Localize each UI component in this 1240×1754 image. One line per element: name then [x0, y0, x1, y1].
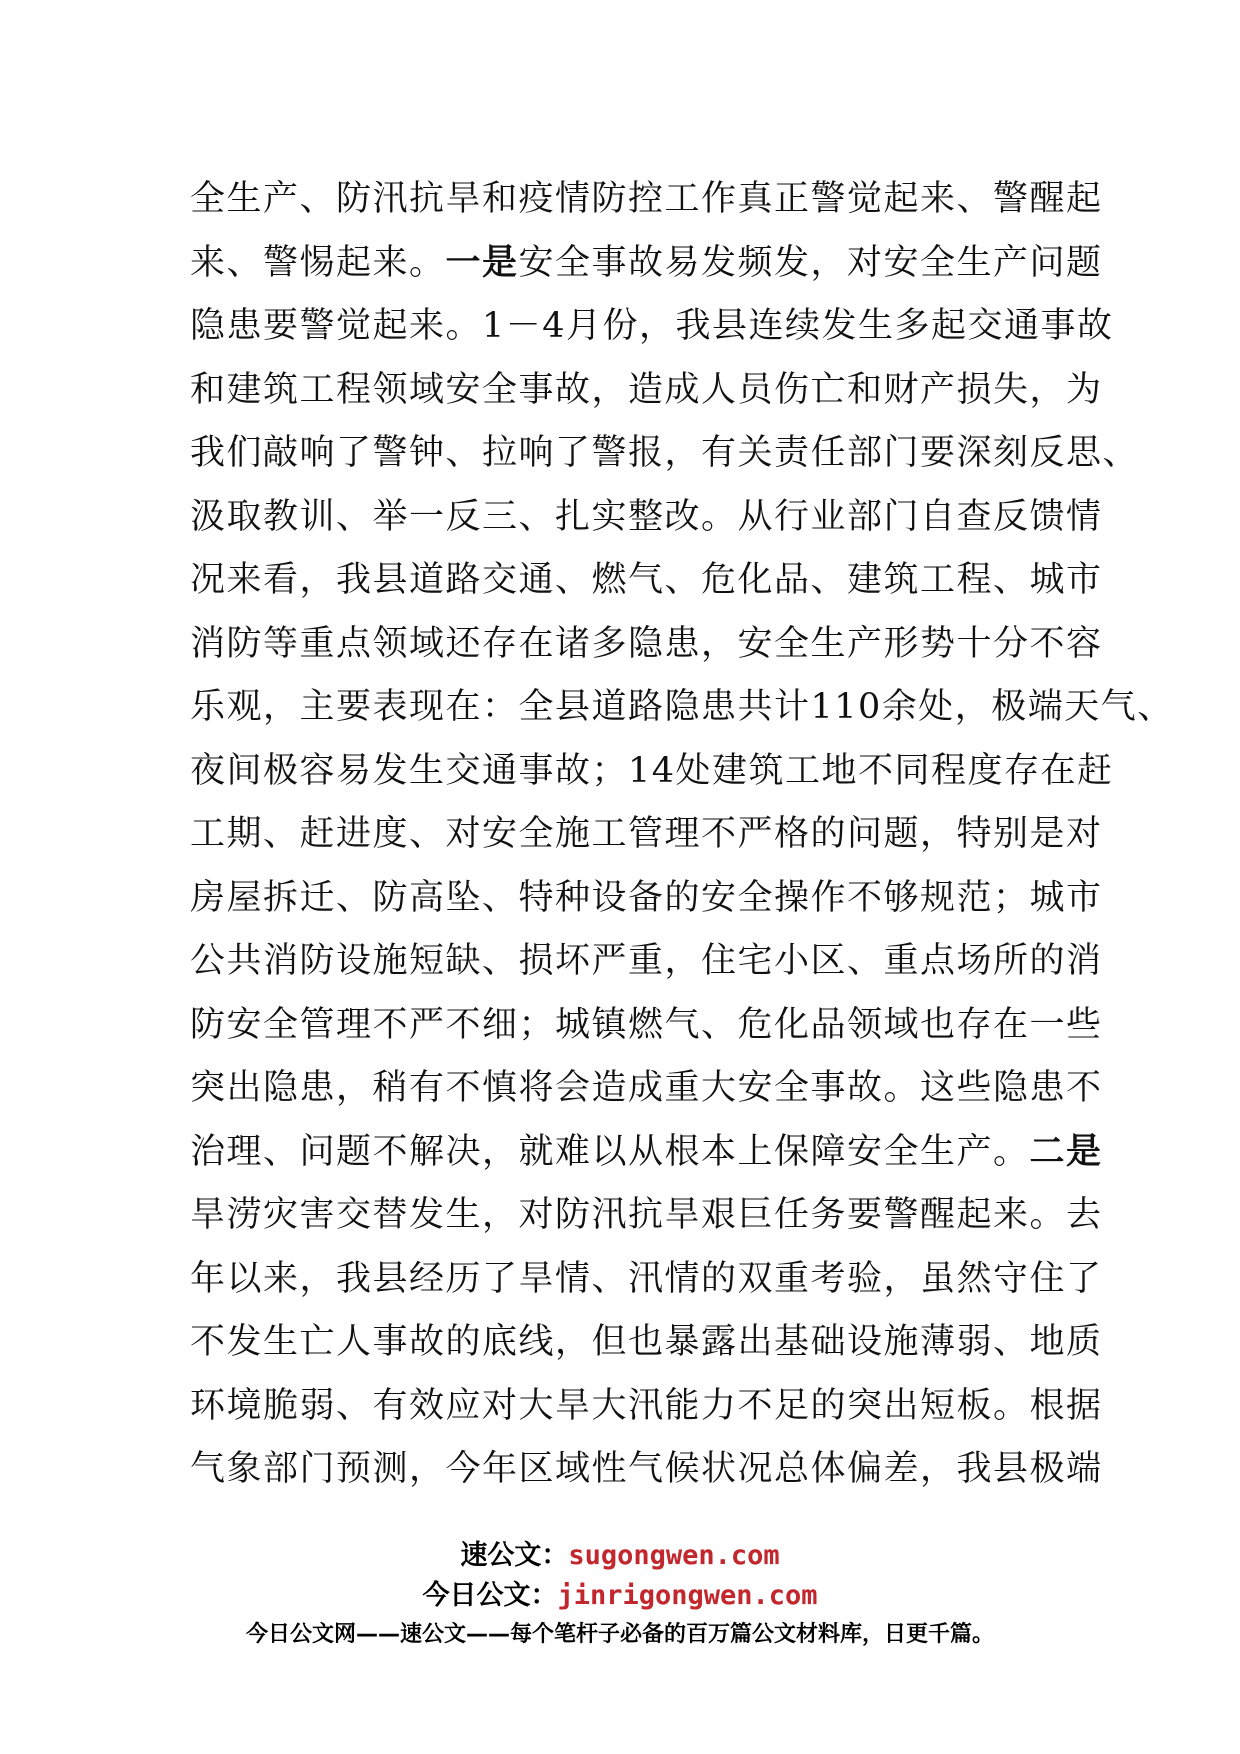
footer-slogan: 今日公文网——速公文——每个笔杆子必备的百万篇公文材料库，日更千篇。	[245, 1622, 994, 1647]
text-line: 环境脆弱、有效应对大旱大汛能力不足的突出短板。根据	[190, 1385, 1103, 1426]
text-line: 况来看，我县道路交通、燃气、危化品、建筑工程、城市	[190, 560, 1103, 600]
footer-jinrigongwen	[0, 1573, 1240, 1612]
footer-sugongwen	[0, 1533, 1240, 1572]
text-line: 工期、赶进度、对安全施工管理不严格的问题，特别是对	[190, 814, 1103, 854]
text-line: 夜间极容易发生交通事故；14处建筑工地不同程度存在赶	[190, 750, 1114, 791]
footer-label: 今日公文：	[422, 1580, 558, 1611]
text-line: 消防等重点领域还存在诸多隐患，安全生产形势十分不容	[190, 623, 1103, 664]
text-line: 防安全管理不严不细；城镇燃气、危化品领域也存在一些	[190, 1004, 1103, 1045]
document-body	[190, 168, 1174, 1502]
text-line: 房屋拆迁、防高坠、特种设备的安全操作不够规范；城市	[190, 877, 1103, 918]
text-line: 汲取教训、举一反三、扎实整改。从行业部门自查反馈情	[190, 496, 1103, 537]
emphasis-ershi: 二是	[1029, 1131, 1103, 1172]
footer-label: 速公文：	[460, 1540, 569, 1571]
text-line: 隐患要警觉起来。1－4月份，我县连续发生多起交通事故	[190, 306, 1114, 346]
text-line: 和建筑工程领域安全事故，造成人员伤亡和财产损失，为	[190, 369, 1103, 410]
sugongwen-link[interactable]: sugongwen.com	[568, 1540, 780, 1571]
text-line: 旱涝灾害交替发生，对防汛抗旱艰巨任务要警醒起来。去	[190, 1195, 1103, 1235]
text-line: 气象部门预测，今年区域性气候状况总体偏差，我县极端	[190, 1449, 1103, 1489]
text-line: 公共消防设施短缺、损坏严重，住宅小区、重点场所的消	[190, 941, 1103, 981]
text-line: 不发生亡人事故的底线，但也暴露出基础设施薄弱、地质	[190, 1322, 1103, 1362]
jinrigongwen-link[interactable]: jinrigongwen.com	[557, 1580, 818, 1611]
text-line: 来、警惕起来。一是安全事故易发频发，对安全生产问题	[190, 242, 1103, 283]
emphasis-yishi: 一是	[445, 242, 519, 283]
text-line: 乐观，主要表现在：全县道路隐患共计110余处，极端天气、	[190, 687, 1174, 727]
text-line: 突出隐患，稍有不慎将会造成重大安全事故。这些隐患不	[190, 1068, 1103, 1108]
text-line: 全生产、防汛抗旱和疫情防控工作真正警觉起来、警醒起	[190, 179, 1103, 219]
text-line: 我们敲响了警钟、拉响了警报，有关责任部门要深刻反思、	[190, 433, 1140, 473]
text-line: 年以来，我县经历了旱情、汛情的双重考验，虽然守住了	[190, 1258, 1103, 1299]
text-line: 治理、问题不解决，就难以从根本上保障安全生产。二是	[190, 1131, 1103, 1172]
